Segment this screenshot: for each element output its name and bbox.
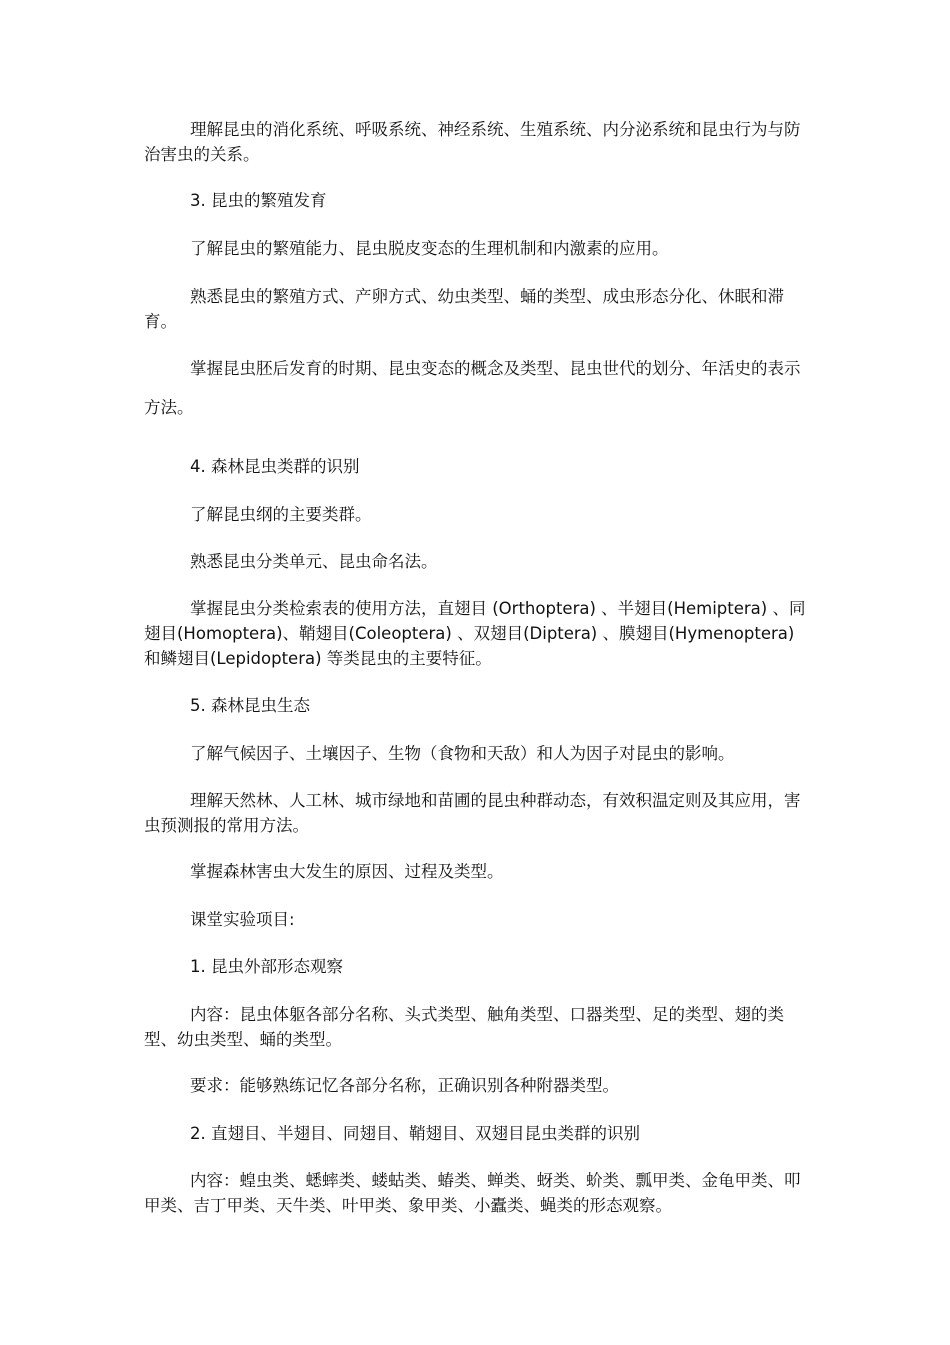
paragraph-physiology-understand: 理解昆虫的消化系统、呼吸系统、神经系统、生殖系统、内分泌系统和昆虫行为与防治害虫的关系。: [144, 120, 801, 164]
heading-insect-ecology: 5. 森林昆虫生态: [190, 696, 310, 715]
heading-lab-order-identification: 2. 直翅目、半翅目、同翅目、鞘翅目、双翅目昆虫类群的识别: [190, 1124, 640, 1143]
heading-reproduction-development: 3. 昆虫的繁殖发育: [190, 191, 327, 210]
paragraph-groups-understand: 了解昆虫纲的主要类群。: [190, 505, 372, 524]
paragraph-ecology-understand: 了解气候因子、土壤因子、生物（食物和天敌）和人为因子对昆虫的影响。: [190, 744, 735, 763]
paragraph-reproduction-familiar: 熟悉昆虫的繁殖方式、产卵方式、幼虫类型、蛹的类型、成虫形态分化、休眠和滞育。: [144, 287, 784, 331]
heading-lab-morphology: 1. 昆虫外部形态观察: [190, 957, 343, 976]
paragraph-groups-master: 掌握昆虫分类检索表的使用方法，直翅目 (Orthoptera) 、半翅目(Hemiptera) 、同翅目(Homoptera)、鞘翅目(Coleoptera) 、双翅目(Diptera) 、膜翅目(Hymenoptera) 和鳞翅目(Lepidoptera) 等类昆虫的主要特征。: [144, 599, 806, 668]
paragraph-reproduction-master: 掌握昆虫胚后发育的时期、昆虫变态的概念及类型、昆虫世代的划分、年活史的表示方法。: [144, 359, 801, 417]
paragraph-lab-order-content: 内容：蝗虫类、蟋蟀类、蝼蛄类、蝽类、蝉类、蚜类、蚧类、瓢甲类、金龟甲类、叩甲类、吉丁甲类、天牛类、叶甲类、象甲类、小蠹类、蝇类的形态观察。: [144, 1171, 801, 1215]
paragraph-reproduction-understand: 了解昆虫的繁殖能力、昆虫脱皮变态的生理机制和内激素的应用。: [190, 239, 669, 258]
paragraph-ecology-comprehend: 理解天然林、人工林、城市绿地和苗圃的昆虫种群动态，有效积温定则及其应用，害虫预测报的常用方法。: [144, 791, 801, 835]
heading-lab-projects: 课堂实验项目:: [190, 910, 295, 929]
paragraph-lab-morphology-content: 内容：昆虫体躯各部分名称、头式类型、触角类型、口器类型、足的类型、翅的类型、幼虫类型、蛹的类型。: [144, 1005, 784, 1049]
paragraph-lab-morphology-requirement: 要求：能够熟练记忆各部分名称，正确识别各种附器类型。: [190, 1076, 619, 1095]
paragraph-groups-familiar: 熟悉昆虫分类单元、昆虫命名法。: [190, 552, 438, 571]
paragraph-ecology-master: 掌握森林害虫大发生的原因、过程及类型。: [190, 862, 504, 881]
heading-insect-groups: 4. 森林昆虫类群的识别: [190, 457, 360, 476]
